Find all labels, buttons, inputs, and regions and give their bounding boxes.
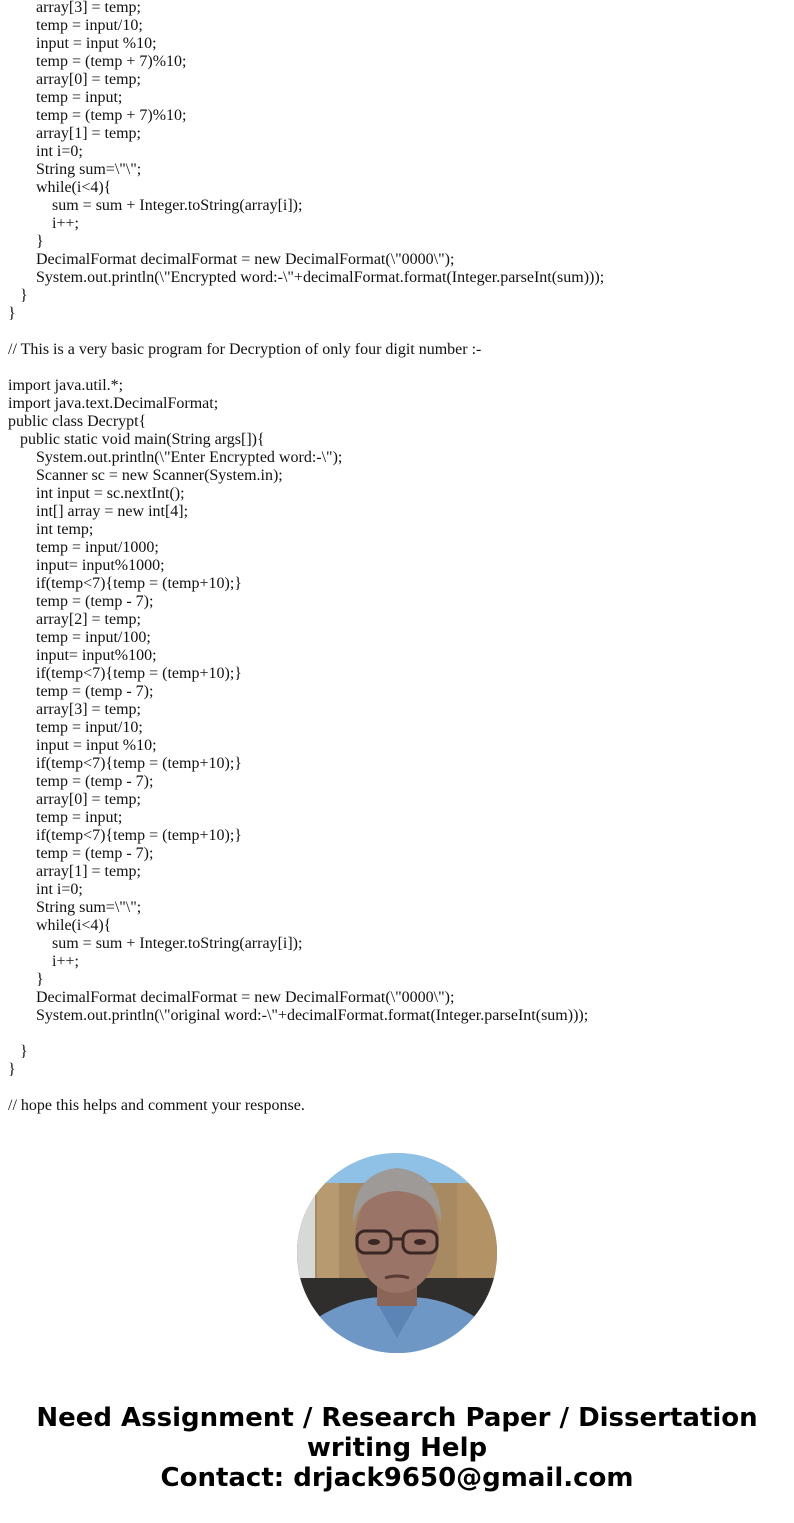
code-line: if(temp<7){temp = (temp+10);} (36, 827, 242, 844)
code-line: array[0] = temp; (36, 791, 141, 808)
code-line: input= input%1000; (36, 557, 165, 574)
code-line: array[3] = temp; (36, 701, 141, 718)
code-line: if(temp<7){temp = (temp+10);} (36, 665, 242, 682)
code-line: temp = input; (36, 809, 123, 826)
code-line: System.out.println(\"Enter Encrypted word:-\"); (36, 449, 343, 466)
code-line: temp = (temp - 7); (36, 845, 154, 862)
code-line: int[] array = new int[4]; (36, 503, 189, 520)
code-line: System.out.println(\"Encrypted word:-\"+decimalFormat.format(Integer.parseInt(sum))); (36, 269, 605, 286)
code-line: temp = (temp + 7)%10; (36, 107, 187, 124)
promo-banner (0, 1403, 794, 1493)
code-line: int input = sc.nextInt(); (36, 485, 185, 502)
encrypt-code-tail (8, 0, 788, 323)
code-line (8, 1025, 788, 1043)
code-line: sum = sum + Integer.toString(array[i]); (52, 197, 303, 214)
decrypt-code-block (8, 377, 788, 1079)
code-line: Scanner sc = new Scanner(System.in); (36, 467, 283, 484)
code-line: sum = sum + Integer.toString(array[i]); (52, 935, 303, 952)
code-line: array[1] = temp; (36, 125, 141, 142)
avatar (297, 1153, 497, 1353)
code-line: input = input %10; (36, 737, 157, 754)
code-line: } (36, 971, 44, 988)
code-line: temp = input/100; (36, 629, 151, 646)
code-line: if(temp<7){temp = (temp+10);} (36, 575, 242, 592)
code-line: array[1] = temp; (36, 863, 141, 880)
code-line: } (36, 233, 44, 250)
promo-line-1: Need Assignment / Research Paper / Dissertation (36, 1403, 758, 1433)
code-line: array[0] = temp; (36, 71, 141, 88)
code-line: } (20, 1043, 28, 1060)
code-line: DecimalFormat decimalFormat = new DecimalFormat(\"0000\"); (36, 251, 455, 268)
code-line: i++; (52, 215, 79, 232)
code-line: } (20, 287, 28, 304)
code-line: } (8, 305, 16, 322)
code-line: temp = input/1000; (36, 539, 159, 556)
answer-document (8, 0, 788, 1115)
code-line: temp = (temp - 7); (36, 773, 154, 790)
closing-comment: // hope this helps and comment your response. (8, 1097, 305, 1114)
code-line: int i=0; (36, 881, 83, 898)
code-line: temp = (temp - 7); (36, 593, 154, 610)
code-line: String sum=\"\"; (36, 161, 142, 178)
spacer (8, 323, 788, 341)
code-line: DecimalFormat decimalFormat = new DecimalFormat(\"0000\"); (36, 989, 455, 1006)
code-line: temp = input/10; (36, 17, 143, 34)
code-line: input = input %10; (36, 35, 157, 52)
spacer (8, 1079, 788, 1097)
code-line: public class Decrypt{ (8, 413, 147, 430)
code-line: array[3] = temp; (36, 0, 141, 16)
decrypt-intro-comment: // This is a very basic program for Decryption of only four digit number :- (8, 341, 482, 358)
code-line: int temp; (36, 521, 94, 538)
code-line: int i=0; (36, 143, 83, 160)
code-line: temp = input; (36, 89, 123, 106)
code-line: while(i<4){ (36, 917, 112, 934)
code-line: temp = (temp - 7); (36, 683, 154, 700)
spacer (8, 359, 788, 377)
promo-contact-line: Contact: drjack9650@gmail.com (160, 1463, 634, 1493)
code-line: temp = (temp + 7)%10; (36, 53, 187, 70)
promo-line-2: writing Help (306, 1433, 488, 1463)
code-line: if(temp<7){temp = (temp+10);} (36, 755, 242, 772)
code-line: temp = input/10; (36, 719, 143, 736)
code-line: public static void main(String args[]){ (20, 431, 265, 448)
code-line: i++; (52, 953, 79, 970)
code-line: import java.text.DecimalFormat; (8, 395, 219, 412)
code-line: import java.util.*; (8, 377, 124, 394)
code-line: } (8, 1061, 16, 1078)
person-photo-avatar-icon (297, 1153, 497, 1353)
code-line: System.out.println(\"original word:-\"+decimalFormat.format(Integer.parseInt(sum))); (36, 1007, 589, 1024)
code-line: input= input%100; (36, 647, 157, 664)
code-line: array[2] = temp; (36, 611, 141, 628)
code-line: String sum=\"\"; (36, 899, 142, 916)
code-line: while(i<4){ (36, 179, 112, 196)
